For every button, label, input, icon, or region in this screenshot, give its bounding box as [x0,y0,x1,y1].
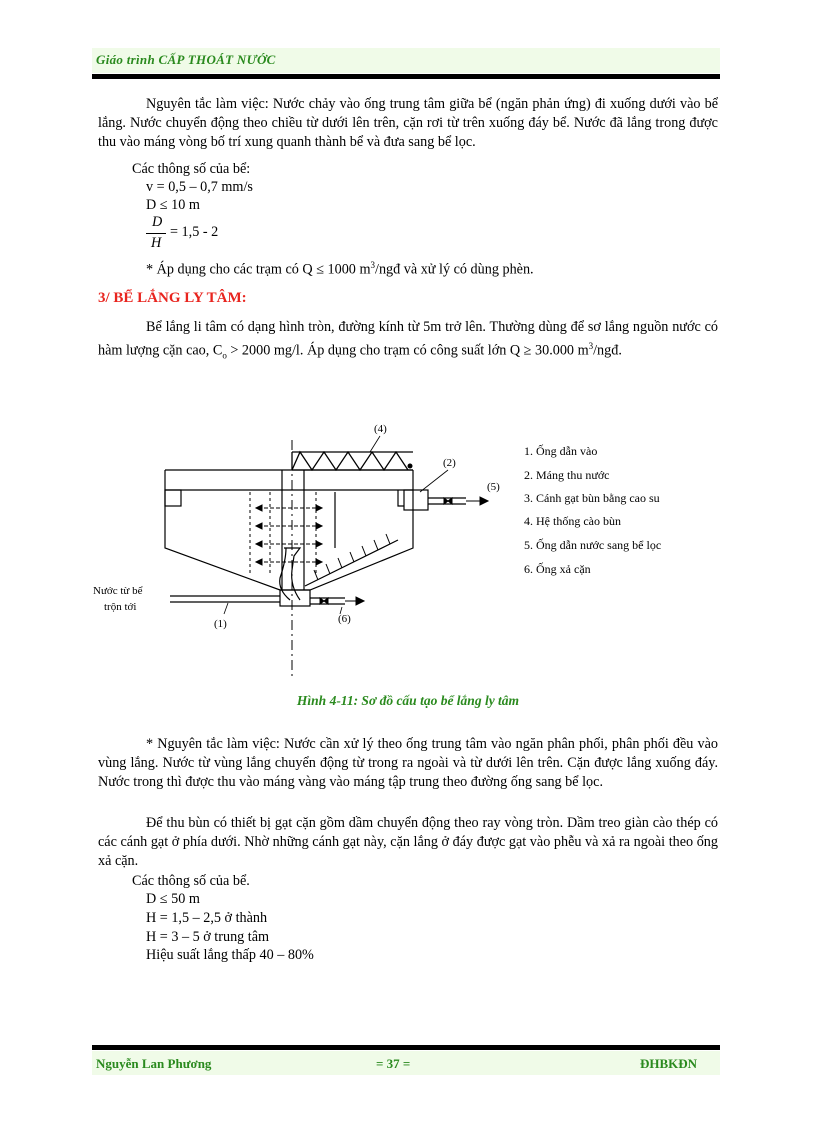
section-title: 3/ BỂ LẮNG LY TÂM: [98,290,247,306]
footer-author: Nguyễn Lan Phương [96,1056,212,1071]
desc-sub: o [222,350,227,361]
body-param-h-center: H = 3 – 5 ở trung tâm [146,929,270,945]
param-v: v = 0,5 – 0,7 mm/s [146,179,253,195]
desc-tail: /ngđ. [593,342,622,359]
legend-item-3: 3. Cánh gạt bùn bằng cao su [524,491,660,505]
footer-organization: ĐHBKĐN [640,1056,698,1071]
figure-caption: Hình 4-11: Sơ đồ cấu tạo bể lắng ly tâm [296,693,520,708]
apply-note-tail: /ngđ và xử lý có dùng phèn. [375,261,534,278]
desc-mid: > 2000 mg/l. Áp dụng cho trạm có công suất lớn Q ≥ 30.000 m [226,342,589,359]
legend-item-2: 2. Máng thu nước [524,468,610,482]
body-param-d: D ≤ 50 m [146,891,200,907]
inlet-label-line2: trộn tới [104,601,137,613]
param-d: D ≤ 10 m [146,197,200,213]
principle-paragraph: Nguyên tắc làm việc: Nước chảy vào ống trung tâm giữa bể (ngăn phản ứng) đi xuống dưới vào bể lắng. Nước chuyển động theo chiều từ dưới lên trên, cặn rơi từ trên xuống đáy bể. Nước đã lắng trong được thu vào máng vòng bố trí xung quanh thành bể và đưa sang bể lọc. [98,96,718,150]
label-2: (2) [443,457,456,469]
ratio-denominator: H [151,235,162,251]
desc-sup: 3 [588,341,594,351]
operation-paragraph: * Nguyên tắc làm việc: Nước cần xử lý theo ống trung tâm vào ngăn phân phối, phân phối đều vào vùng lắng. Nước từ vùng lắng chuyển động từ trong ra ngoài và từ dưới lên trên. Cặn được lắng xuống đáy. Nước trong thì được thu vào máng vàng vào máng tập trung theo đường ống sang bể lọc. [98,736,718,790]
body-param-h-wall: H = 1,5 – 2,5 ở thành [146,910,268,926]
body-params-title: Các thông số của bể. [132,873,250,889]
body-param-efficiency: Hiệu suất lắng thấp 40 – 80% [146,947,314,963]
footer-rule [92,1045,720,1050]
sludge-paragraph: Để thu bùn có thiết bị gạt cặn gồm dầm chuyển động theo ray vòng tròn. Dầm treo giàn cào thép có các cánh gạt ở phía dưới. Nhờ những cánh gạt này, cặn lắng ở đáy được gạt vào phễu và xả ra ngoài theo ống xả cặn. [98,815,718,869]
label-1: (1) [214,618,227,630]
label-4: (4) [374,423,387,435]
label-6: (6) [338,613,351,625]
apply-note-text: * Áp dụng cho các trạm có Q ≤ 1000 m [146,261,371,278]
ratio-value: = 1,5 - 2 [170,224,219,240]
legend-item-5: 5. Ống dẫn nước sang bể lọc [524,538,662,552]
desc-text: Bể lắng li tâm có dạng hình tròn, đường kính từ 5m trở lên. Thường dùng để sơ lắng nguồn nước có hàm lượng cặn cao, C [98,319,718,359]
params-title: Các thông số của bể: [132,161,251,177]
legend-item-4: 4. Hệ thống cào bùn [524,514,621,528]
header-title: Giáo trình CẤP THOÁT NƯỚC [96,52,276,67]
inlet-label-line1: Nước từ bể [93,585,143,597]
legend-item-6: 6. Ống xả cặn [524,562,591,576]
legend-item-1: 1. Ống dẫn vào [524,444,598,458]
ratio-numerator: D [152,214,163,230]
footer-page-number: = 37 = [376,1056,411,1071]
label-5: (5) [487,481,500,493]
apply-note-sup: 3 [370,260,375,270]
